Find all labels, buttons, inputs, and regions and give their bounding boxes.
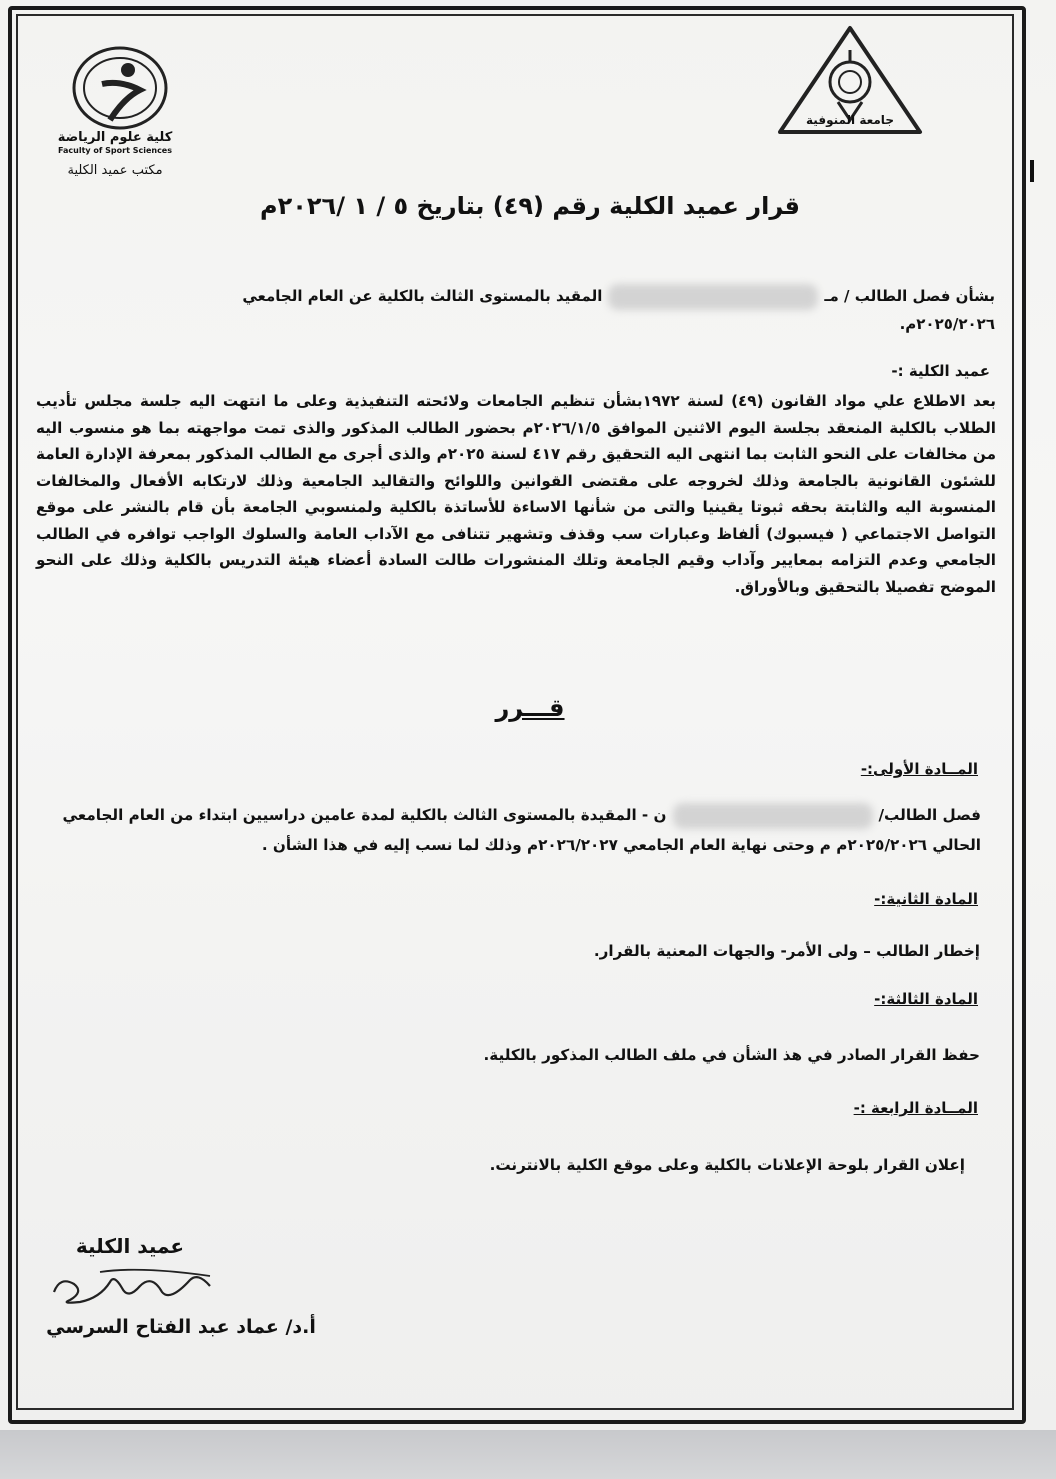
dean-label: عميد الكلية :- bbox=[891, 362, 990, 380]
redacted-name-2 bbox=[673, 803, 873, 829]
margin-mark bbox=[1030, 160, 1034, 182]
article-1-suffix: ن - المقيدة بالمستوى الثالث بالكلية لمدة عامين دراسيين ابتداء من العام الجامعي الحالي ٢٠٢٥/٢٠٢٦م م وحتى نهاية العام الجامعي ٢٠٢٦/٢٠٢٧م وذلك لما نسب إليه في هذا الشأن . bbox=[62, 806, 981, 854]
signer-name: أ.د/ عماد عبد الفتاح السرسي bbox=[46, 1316, 316, 1338]
subject-prefix: بشأن فصل الطالب / مـ bbox=[824, 287, 995, 305]
dean-office-label: مكتب عميد الكلية bbox=[67, 163, 163, 178]
article-4-text: إعلان القرار بلوحة الإعلانات بالكلية وعلى موقع الكلية بالانترنت. bbox=[489, 1156, 965, 1174]
preamble-paragraph: بعد الاطلاع علي مواد القانون (٤٩) لسنة ١٩٧٢بشأن تنظيم الجامعات ولائحته التنفيذية وعلى ما انتهت اليه جلسة مجلس تأديب الطلاب بالكلية المنعقد بجلسة اليوم الاثنين الموافق ٢٠٢٦/١/٥م بحضور الطالب المذكور والذى تمت مواجهته بما هو منسوب اليه من مخالفات على النحو الثابت بما انتهى اليه التحقيق رقم ٤١٧ لسنة ٢٠٢٥م والذى أجرى مع الطالب المذكور بمعرفة الإدارة العامة للشئون القانونية بالجامعة وذلك لخروجه على مقتضى القوانين واللوائح والتقاليد الجامعية وذلك لارتكابه الأفعال والمخالفات المنسوبة اليه والثابتة بحقه ثبوتا يقينيا والتى من شأنها الاساءة للأساتذة بالكلية ولمنسوبي الجامعة بأن قام بالنشر على موقع التواصل الاجتماعي ( فيسبوك) ألفاظ وعبارات سب وقذف وتشهير تتنافى مع الآداب العامة والسلوك الواجب توافره في الطالب الجامعي وعدم التزامه بمعايير وآداب وقيم الجامعة وتلك المنشورات طالت السادة أعضاء هيئة التدريس بالكلية وذلك على النحو الموضح تفصيلا بالتحقيق وبالأوراق. bbox=[36, 392, 996, 596]
decree-title: قرار عميد الكلية رقم (٤٩) بتاريخ ٥ / ١ /٢٠٢٦م bbox=[260, 192, 800, 220]
redacted-name bbox=[608, 284, 818, 310]
faculty-logo-text-ar: كلية علوم الرياضة bbox=[57, 130, 173, 145]
university-logo-text: جامعة المنوفية bbox=[806, 113, 894, 127]
article-1-heading: المــادة الأولى:- bbox=[860, 760, 978, 778]
decree-subject bbox=[150, 282, 995, 338]
article-1-text bbox=[36, 800, 981, 860]
decided-heading: قـــرر bbox=[495, 694, 565, 722]
article-3-heading: المادة الثالثة:- bbox=[874, 990, 978, 1008]
scan-background bbox=[0, 1430, 1056, 1479]
signature-title: عميد الكلية bbox=[75, 1234, 185, 1258]
faculty-logo-text-en: Faculty of Sport Sciences bbox=[58, 146, 172, 155]
handwritten-signature bbox=[40, 1262, 240, 1312]
article-1-prefix: فصل الطالب/ bbox=[878, 806, 981, 824]
university-logo bbox=[770, 20, 930, 150]
subject-suffix: المقيد بالمستوى الثالث بالكلية عن العام الجامعي bbox=[242, 287, 603, 305]
subject-year: ٢٠٢٥/٢٠٢٦م. bbox=[899, 315, 995, 333]
article-4-heading: المــادة الرابعة :- bbox=[853, 1099, 978, 1117]
article-2-heading: المادة الثانية:- bbox=[874, 890, 978, 908]
article-3-text: حفظ القرار الصادر في هذ الشأن في ملف الطالب المذكور بالكلية. bbox=[483, 1046, 980, 1064]
article-2-text: إخطار الطالب – ولى الأمر- والجهات المعنية بالقرار. bbox=[593, 942, 980, 960]
